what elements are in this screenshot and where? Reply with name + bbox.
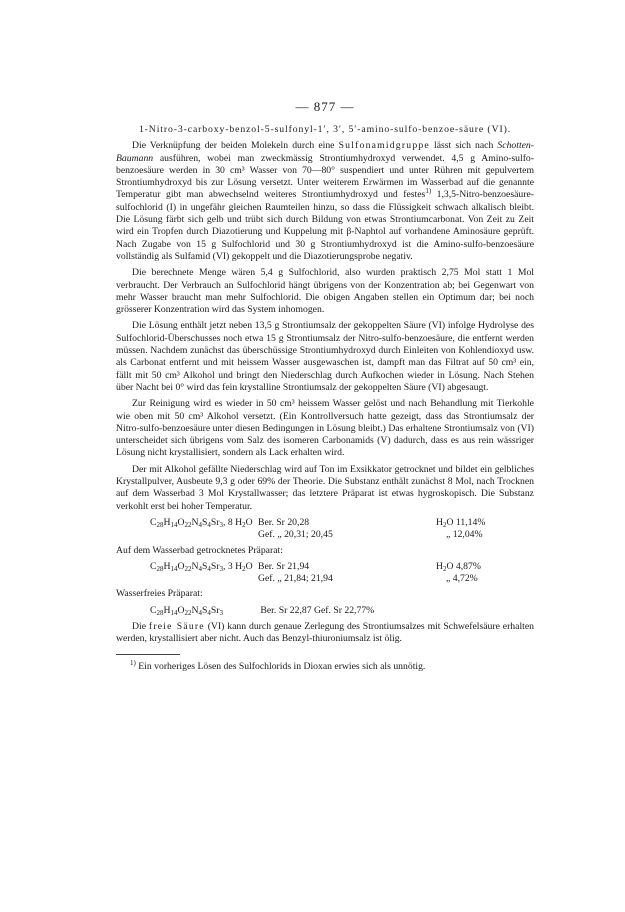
formula-1-h2o: $H_2O$ 11,14% xyxy=(436,516,486,529)
footnote-divider xyxy=(116,654,180,655)
footnote-ref: 1) xyxy=(425,187,432,196)
label-anhydrous: Wasserfreies Präparat: xyxy=(116,588,203,600)
formula-3: $C_{28}H_{14}O_{22}N_4S_4Sr_3$ xyxy=(150,604,223,617)
p1-spaced-term: Sulfonamidgruppe xyxy=(338,140,430,152)
footnote-text: Ein vorheriges Lösen des Sulfochlorids in Dioxan erwies sich als unnötig. xyxy=(135,660,426,672)
paragraph-4: Zur Reinigung wird es wieder in 50 cm³ heissem Wasser gelöst und nach Behandlung mit Tierkohle wie oben mit 50 cm³ Alkohol versetzt. (Ein Kontrollversuch hatte gezeigt, dass das Strontiumsalz der Nitro-sulfo-benzoesäure unter diesen Bedingungen in Lösung bleibt.) Das erhaltene Strontiumsalz von (VI) unterscheidet sich übrigens vom Salz des isomeren Carbonamids (V) dadurch, dass es aus rein wässriger Lösung nicht krystallisiert, sondern als Lack erhalten wird. xyxy=(116,398,534,459)
formula-3-values: Ber. Sr 22,87 Gef. Sr 22,77% xyxy=(260,604,375,616)
page-number: — 877 — xyxy=(295,99,355,114)
p1-text-c: ausführen, wobei man zweckmässig Strontiumhydroxyd verwendet. 4,5 g Amino-sulfo-benzoesäure werden in 30 cm³ Wasser von 70—80° suspendiert und unter Rühren mit gepulvertem Strontiumhydroxyd bis zur Lösung versetzt. Unter weiterem Erwärmen im Wasserbad auf die genannte Temperatur gibt man abwechselnd weiteres Strontiumhydroxyd und festes xyxy=(116,152,534,201)
paragraph-6: Die freie Säure (VI) kann durch genaue Zerlegung des Strontiumsalzes mit Schwefelsäure erhalten werden, krystallisiert aber nicht. Auch das Benzyl-thiuroniumsalz ist ölig. xyxy=(116,620,534,645)
formula-2-gef: Gef. „ 21,84; 21,94 xyxy=(258,573,333,585)
formula-1-ber: Ber. Sr 20,28 xyxy=(258,516,310,528)
article-body xyxy=(116,124,534,677)
formula-2-ber: Ber. Sr 21,94 xyxy=(258,560,310,572)
paragraph-1 xyxy=(116,140,534,263)
footnote-mark: 1) xyxy=(130,658,136,667)
analysis-formula-1 xyxy=(150,517,534,542)
footnote xyxy=(116,658,534,673)
paragraph-5: Der mit Alkohol gefällte Niederschlag wird auf Ton im Exsikkator getrocknet und bildet ein gelbliches Krystallpulver, Ausbeute 9,3 g oder 69% der Theorie. Die Substanz enthält zunächst 8 Mol, nach Trocknen auf dem Wasserbad 3 Mol Krystallwasser; das letztere Präparat ist etwas hygroskopisch. Die Substanz verkohlt erst bei hoher Temperatur. xyxy=(116,463,534,512)
paragraph-3: Die Lösung enthält jetzt neben 13,5 g Strontiumsalz der gekoppelten Säure (VI) infolge Hydrolyse des Sulfochlorid-Überschusses noch etwa 15 g Strontiumsalz der Nitro-sulfo-benzoesäure, die entfernt werden müssen. Nachdem zunächst das überschüssige Strontiumhydroxyd durch Einleiten von Kohlendioxyd usw. als Carbonat entfernt und mit heissem Wasser ausgewaschen ist, dampft man das Filtrat auf 50 cm³ ein, fällt mit 50 cm³ Alkohol und bringt den Niederschlag durch Aufkochen wieder in Lösung. Nach Stehen über Nacht bei 0° wird das fein krystalline Strontiumsalz der gekoppelten Säure (VI) abgesaugt. xyxy=(116,320,534,393)
p1-text-d: 1,3,5-Nitro-benzoesäure-sulfochlorid (I) in ungefähr gleichen Raumteilen hinzu, so dass die Flüssigkeit schwach alkalisch bleibt. Die Lösung färbt sich gelb und trübt sich durch Bildung von etwas Strontiumcarbonat. Von Zeit zu Zeit wird ein Tropfen durch Diazotierung und Kuppelung mit β-Naphtol auf vorhandene Aminosäure geprüft. Nach Zugabe von 15 g Sulfochlorid und 30 g Strontiumhydroxyd ist die Amino-sulfo-benzoesäure vollständig als Sulfamid (VI) gekoppelt und die Diazotierungsprobe negativ. xyxy=(116,189,534,262)
label-dried: Auf dem Wasserbad getrocknetes Präparat: xyxy=(116,544,283,556)
formula-1-gef-h2o: „ 12,04% xyxy=(446,529,483,541)
formula-2: $C_{28}H_{14}O_{22}N_4S_4Sr_3$, 3 $H_2O$ xyxy=(150,560,253,573)
p1-text-b: lässt sich nach xyxy=(429,140,498,152)
analysis-formula-2 xyxy=(150,561,534,586)
formula-2-h2o: $H_2O$ 4,87% xyxy=(436,560,481,573)
p1-italic-name: Schotten-Baumann xyxy=(116,140,535,164)
section-title: 1-Nitro-3-carboxy-benzol-5-sulfonyl-1′, 3′, 5′-amino-sulfo-benzoe-säure (VI). xyxy=(138,124,512,135)
p6-spaced-term: freie Säure xyxy=(148,620,205,632)
p1-text-a: Die Verknüpfung der beiden Molekeln durch eine xyxy=(132,140,339,152)
formula-1-gef: Gef. „ 20,31; 20,45 xyxy=(258,529,333,541)
paragraph-2: Die berechnete Menge wären 5,4 g Sulfochlorid, also wurden praktisch 2,75 Mol statt 1 Mol verbraucht. Der Verbrauch an Sulfochlorid hängt übrigens von der Konzentration ab; bei Gegenwart von mehr Wasser braucht man mehr Sulfochlorid. Die obigen Angaben stellen ein Optimum dar; bei noch grösserer Konzentration wird das System inhomogen. xyxy=(116,267,534,316)
formula-1: $C_{28}H_{14}O_{22}N_4S_4Sr_3$, 8 $H_2O$ xyxy=(150,516,253,529)
formula-2-gef-h2o: „ 4,72% xyxy=(446,573,478,585)
analysis-formula-3 xyxy=(150,605,534,617)
